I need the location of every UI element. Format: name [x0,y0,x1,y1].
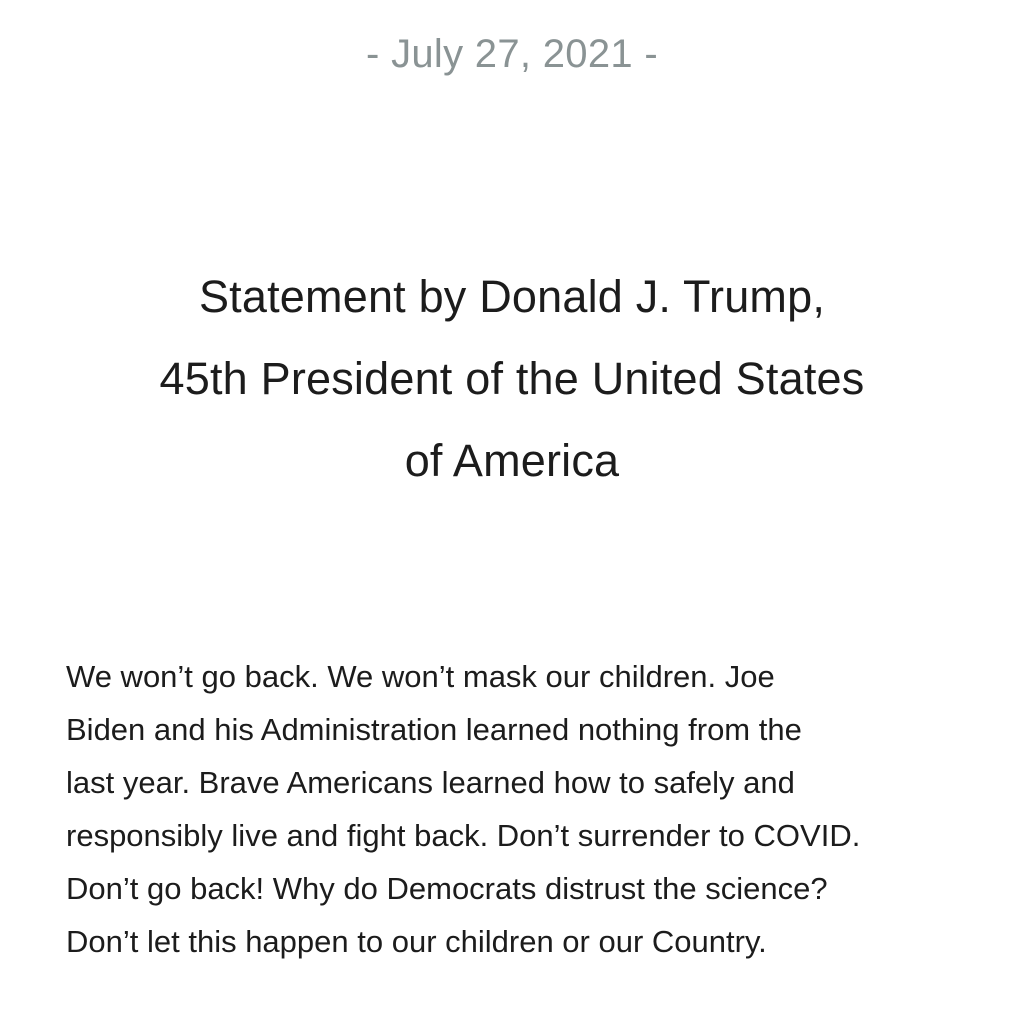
body-line: Don’t let this happen to our children or our Country. [66,924,767,959]
title-line: of America [404,435,620,486]
title-line: 45th President of the United States [159,353,865,404]
body-line: We won’t go back. We won’t mask our children. Joe [66,659,775,694]
statement-date: - July 27, 2021 - [366,32,658,76]
body-line: responsibly live and fight back. Don’t surrender to COVID. [66,818,861,853]
body-line: Don’t go back! Why do Democrats distrust the science? [66,871,828,906]
statement-title [60,256,964,502]
statement-body [66,650,996,968]
title-line: Statement by Donald J. Trump, [198,271,826,322]
body-line: Biden and his Administration learned nothing from the [66,712,802,747]
body-line: last year. Brave Americans learned how to safely and [66,765,795,800]
